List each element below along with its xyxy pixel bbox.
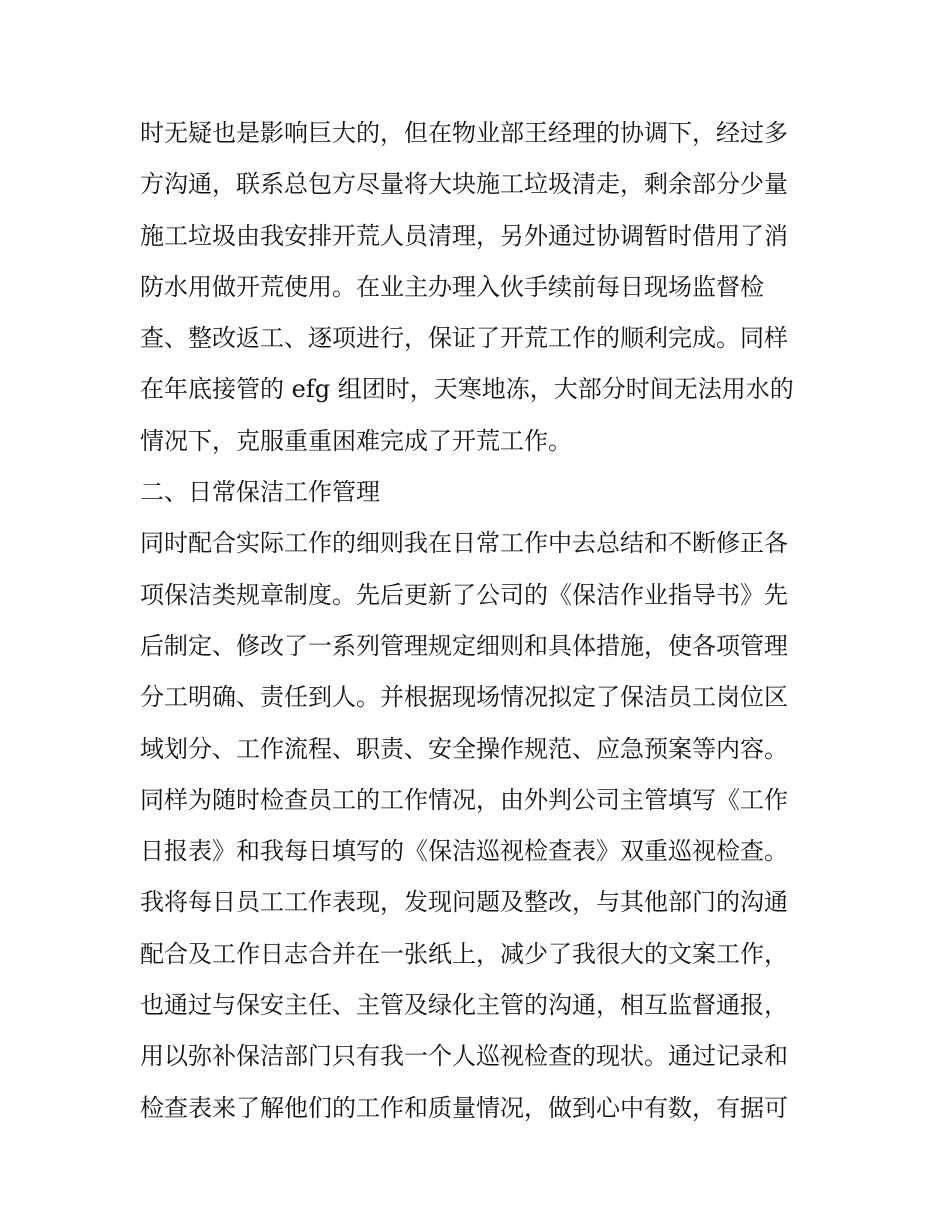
text-line: 施工垃圾由我安排开荒人员清理，另外通过协调暂时借用了消 [140,221,788,250]
text-line: 情况下，克服重重困难完成了开荒工作。 [140,426,572,455]
text-line: 我将每日员工工作表现，发现问题及整改，与其他部门的沟通 [140,888,788,917]
text-line: 用以弥补保洁部门只有我一个人巡视检查的现状。通过记录和 [140,1042,788,1071]
text-line: 项保洁类规章制度。先后更新了公司的《保洁作业指导书》先 [140,580,788,609]
text-line: 时无疑也是影响巨大的，但在物业部王经理的协调下，经过多 [140,119,788,147]
text-line: 后制定、修改了一系列管理规定细则和具体措施，使各项管理 [140,631,788,660]
text-line: 同时配合实际工作的细则我在日常工作中去总结和不断修正各 [140,529,788,558]
text-line: 在年底接管的 efg 组团时，天寒地冻，大部分时间无法用水的 [140,375,794,404]
text-line: 检查表来了解他们的工作和质量情况，做到心中有数，有据可 [140,1093,788,1122]
text-line: 分工明确、责任到人。并根据现场情况拟定了保洁员工岗位区 [140,683,788,712]
text-line: 防水用做开荒使用。在业主办理入伙手续前每日现场监督检 [140,272,764,301]
text-line: 日报表》和我每日填写的《保洁巡视检查表》双重巡视检查。 [140,837,788,866]
text-line: 也通过与保安主任、主管及绿化主管的沟通，相互监督通报， [140,991,788,1020]
text-line: 域划分、工作流程、职责、安全操作规范、应急预案等内容。 [140,734,788,763]
text-line: 查、整改返工、逐项进行，保证了开荒工作的顺利完成。同样 [140,324,788,353]
text-line: 同样为随时检查员工的工作情况，由外判公司主管填写《工作 [140,785,788,814]
section-heading: 二、日常保洁工作管理 [140,478,380,507]
document-body [140,108,820,1134]
text-line: 方沟通，联系总包方尽量将大块施工垃圾清走，剩余部分少量 [140,170,788,199]
text-line: 配合及工作日志合并在一张纸上，减少了我很大的文案工作， [140,939,788,968]
